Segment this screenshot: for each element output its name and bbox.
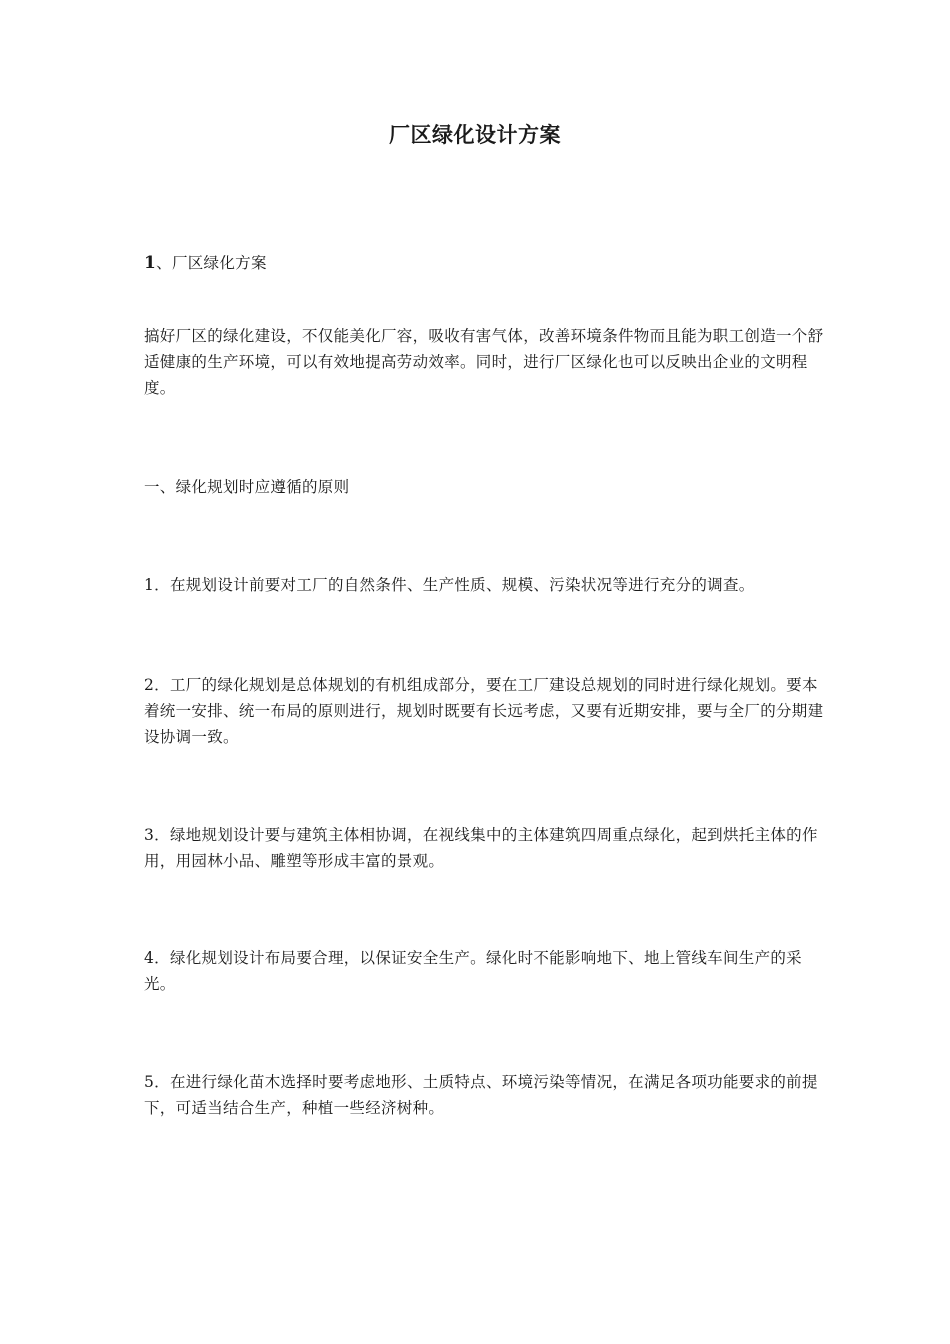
principle-item-2: 2．工厂的绿化规划是总体规划的有机组成部分，要在工厂建设总规划的同时进行绿化规划。要本着统一安排、统一布局的原则进行，规划时既要有长远考虑，又要有近期安排，要与全厂的分期建设协调一致。	[144, 676, 824, 746]
section-heading-text: 、厂区绿化方案	[156, 254, 267, 272]
principles-heading: 一、绿化规划时应遵循的原则	[144, 478, 350, 496]
principle-item-4: 4．绿化规划设计布局要合理，以保证安全生产。绿化时不能影响地下、地上管线车间生产的采光。	[144, 949, 802, 993]
intro-paragraph: 搞好厂区的绿化建设，不仅能美化厂容，吸收有害气体，改善环境条件物而且能为职工创造一个舒适健康的生产环境，可以有效地提高劳动效率。同时，进行厂区绿化也可以反映出企业的文明程度。	[144, 327, 824, 397]
section-heading	[144, 250, 824, 276]
document-title: 厂区绿化设计方案	[389, 123, 561, 148]
principle-item-3: 3．绿地规划设计要与建筑主体相协调，在视线集中的主体建筑四周重点绿化，起到烘托主体的作用，用园林小品、雕塑等形成丰富的景观。	[144, 826, 818, 870]
section-heading-number: 1	[144, 253, 157, 273]
principle-item-1: 1．在规划设计前要对工厂的自然条件、生产性质、规模、污染状况等进行充分的调查。	[144, 576, 755, 594]
principle-item-5: 5．在进行绿化苗木选择时要考虑地形、土质特点、环境污染等情况，在满足各项功能要求的前提下，可适当结合生产，种植一些经济树种。	[144, 1073, 818, 1117]
